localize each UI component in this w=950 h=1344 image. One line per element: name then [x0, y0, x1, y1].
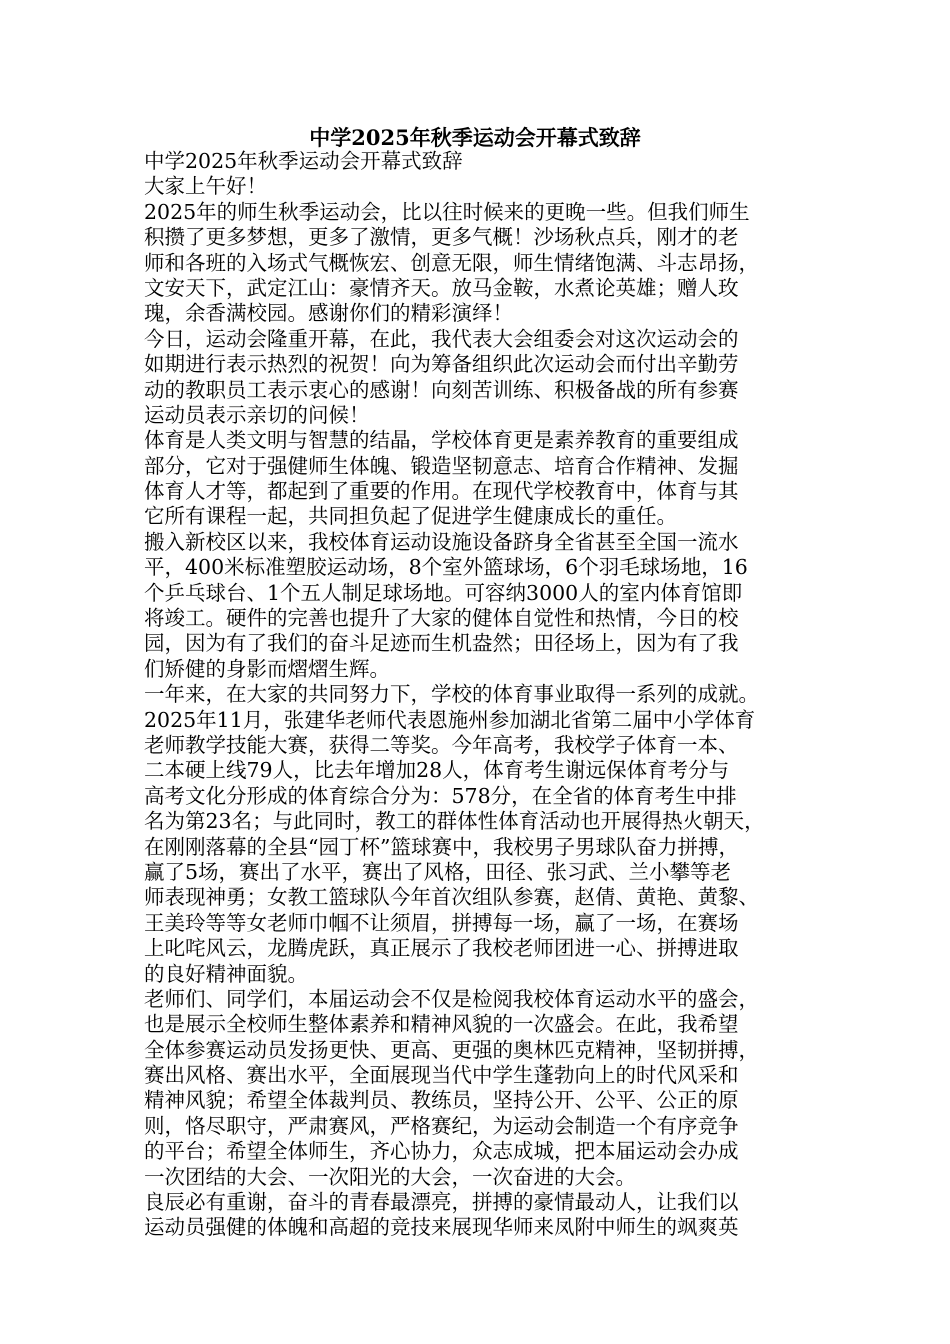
- text-line: 的平台；希望全体师生，齐心协力，众志成城，把本届运动会办成: [144, 1139, 739, 1164]
- text-line: 二本硬上线79人，比去年增加28人，体育考生谢远保体育考分与: [144, 758, 730, 783]
- text-line: 部分，它对于强健师生体魄、锻造坚韧意志、培育合作精神、发掘: [144, 453, 739, 478]
- text-line: 精神风貌；希望全体裁判员、教练员，坚持公开、公平、公正的原: [144, 1088, 739, 1113]
- document-title: 中学2025年秋季运动会开幕式致辞: [309, 125, 641, 150]
- text-line: 老师们、同学们，本届运动会不仅是检阅我校体育运动水平的盛会，: [144, 986, 759, 1011]
- text-line: 积攒了更多梦想，更多了激情，更多气概！沙场秋点兵，刚才的老: [144, 225, 739, 250]
- document-body: [144, 149, 814, 1241]
- text-line: 王美玲等等女老师巾帼不让须眉，拼搏每一场，赢了一场，在赛场: [144, 910, 739, 935]
- text-line: 园，因为有了我们的奋斗足迹而生机盎然；田径场上，因为有了我: [144, 631, 739, 656]
- text-line: 搬入新校区以来，我校体育运动设施设备跻身全省甚至全国一流水: [144, 529, 739, 554]
- text-line: 2025年的师生秋季运动会，比以往时候来的更晚一些。但我们师生: [144, 199, 750, 224]
- text-line: 体育是人类文明与智慧的结晶，学校体育更是素养教育的重要组成: [144, 428, 739, 453]
- text-line: 它所有课程一起，共同担负起了促进学生健康成长的重任。: [144, 504, 677, 529]
- text-line: 一年来，在大家的共同努力下，学校的体育事业取得一系列的成就。: [144, 682, 759, 707]
- text-line: 大家上午好！: [144, 174, 267, 199]
- text-line: 中学2025年秋季运动会开幕式致辞: [144, 149, 463, 173]
- text-line: 全体参赛运动员发扬更快、更高、更强的奥林匹克精神，坚韧拼搏，: [144, 1037, 759, 1062]
- text-line: 在刚刚落幕的全县“园丁杯”篮球赛中，我校男子男球队奋力拼搏，: [144, 834, 739, 859]
- text-line: 师和各班的入场式气概恢宏、创意无限，师生情绪饱满、斗志昂扬，: [144, 250, 759, 275]
- text-line: 文安天下，武定江山：豪情齐天。放马金鞍，水煮论英雄；赠人玫: [144, 275, 739, 300]
- text-line: 平，400米标准塑胶运动场，8个室外篮球场，6个羽毛球场地，16: [144, 555, 748, 580]
- text-line: 运动员强健的体魄和高超的竞技来展现华师来凤附中师生的飒爽英: [144, 1215, 739, 1240]
- text-line: 则，恪尽职守，严肃赛风，严格赛纪，为运动会制造一个有序竞争: [144, 1113, 739, 1138]
- text-line: 赢了5场，赛出了水平，赛出了风格，田径、张习武、兰小攀等老: [144, 859, 732, 884]
- text-line: 名为第23名；与此同时，教工的群体性体育活动也开展得热火朝天，: [144, 809, 765, 834]
- text-line: 动的教职员工表示衷心的感谢！向刻苦训练、积极备战的所有参赛: [144, 377, 739, 402]
- text-line: 老师教学技能大赛，获得二等奖。今年高考，我校学子体育一本、: [144, 732, 739, 757]
- text-line: 体育人才等，都起到了重要的作用。在现代学校教育中，体育与其: [144, 479, 739, 504]
- text-line: 2025年11月，张建华老师代表恩施州参加湖北省第二届中小学体育: [144, 707, 756, 732]
- text-line: 如期进行表示热烈的祝贺！向为筹备组织此次运动会而付出辛勤劳: [144, 352, 739, 377]
- text-line: 师表现神勇；女教工篮球队今年首次组队参赛，赵倩、黄艳、黄黎、: [144, 885, 759, 910]
- text-line: 瑰，余香满校园。感谢你们的精彩演绎！: [144, 301, 513, 326]
- text-line: 良辰必有重谢，奋斗的青春最漂亮，拼搏的豪情最动人，让我们以: [144, 1190, 739, 1215]
- text-line: 运动员表示亲切的问候！: [144, 402, 370, 427]
- text-line: 一次团结的大会、一次阳光的大会，一次奋进的大会。: [144, 1164, 636, 1189]
- text-line: 高考文化分形成的体育综合分为：578分，在全省的体育考生中排: [144, 783, 737, 808]
- text-line: 今日，运动会隆重开幕，在此，我代表大会组委会对这次运动会的: [144, 326, 739, 351]
- text-line: 个乒乓球台、1个五人制足球场地。可容纳3000人的室内体育馆即: [144, 580, 743, 605]
- text-line: 也是展示全校师生整体素养和精神风貌的一次盛会。在此，我希望: [144, 1012, 739, 1037]
- text-line: 上叱咤风云，龙腾虎跃，真正展示了我校老师团进一心、拼搏进取: [144, 936, 739, 961]
- text-line: 将竣工。硬件的完善也提升了大家的健体自觉性和热情，今日的校: [144, 606, 739, 631]
- text-line: 们矫健的身影而熠熠生辉。: [144, 656, 390, 681]
- text-line: 赛出风格、赛出水平，全面展现当代中学生蓬勃向上的时代风采和: [144, 1063, 739, 1088]
- text-line: 的良好精神面貌。: [144, 961, 308, 986]
